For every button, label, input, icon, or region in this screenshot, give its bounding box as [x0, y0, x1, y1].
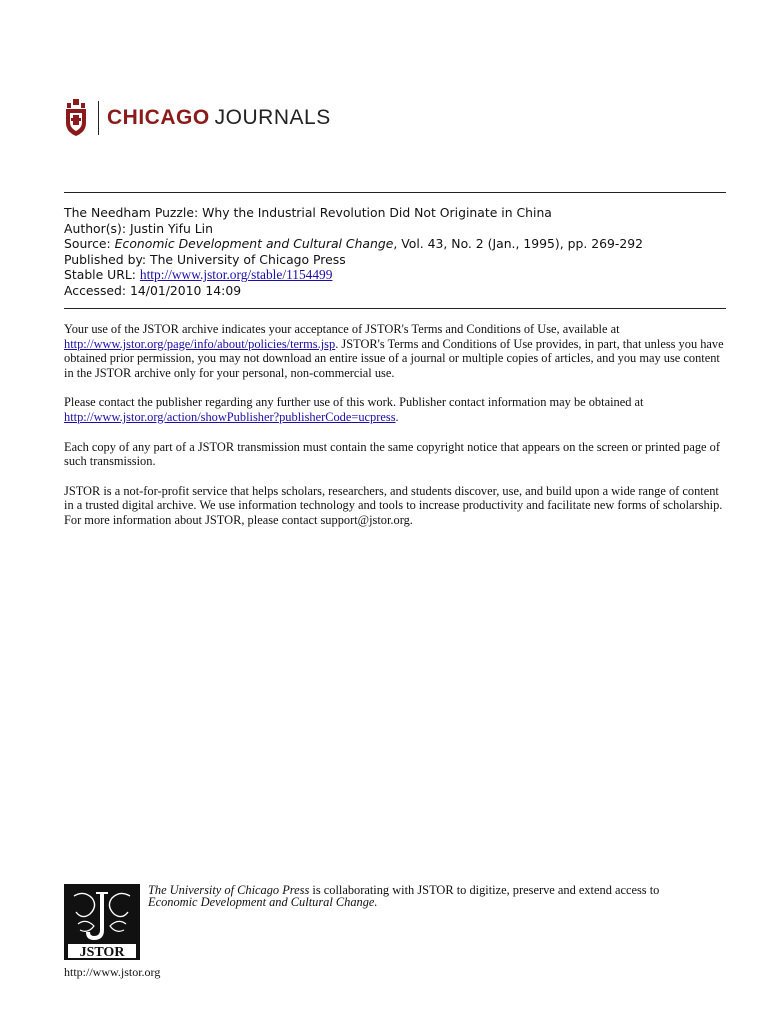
- journal-name: Economic Development and Cultural Change.: [148, 895, 378, 909]
- notice-paragraph-copyright: Each copy of any part of a JSTOR transmission must contain the same copyright notice that appears on the screen or printed page of such transmission.: [64, 439, 720, 469]
- top-rule: [64, 192, 726, 193]
- publisher-link[interactable]: http://www.jstor.org/action/showPublisher?publisherCode=ucpress: [64, 409, 396, 424]
- notice-paragraph-publisher: [64, 395, 728, 424]
- citation-block: [64, 205, 726, 299]
- notice-terms-rest: . JSTOR's Terms and Conditions of Use provides, in part, that unless you have obtained prior permission, you may not download an entire issue of a journal or multiple copies of articles, and you may use content in the JSTOR archive only for your personal, non-commercial use.: [64, 336, 724, 380]
- notice-paragraph-terms: [64, 322, 728, 380]
- stable-url-prefix: Stable URL:: [64, 267, 140, 283]
- article-stable-url: [64, 267, 726, 283]
- jstor-logo-text: JSTOR: [79, 945, 125, 960]
- stable-url-link[interactable]: http://www.jstor.org/stable/1154499: [139, 267, 333, 283]
- source-journal: Economic Development and Cultural Change: [114, 236, 394, 252]
- source-prefix: Source:: [64, 236, 115, 252]
- notice-terms-text: Your use of the JSTOR archive indicates your acceptance of JSTOR's Terms and Conditions of Use, available at: [64, 322, 620, 336]
- press-name: The University of Chicago Press: [148, 883, 310, 897]
- notice-paragraph-about-jstor: JSTOR is a not-for-profit service that helps scholars, researchers, and students discover, use, and build upon a wide range of content in a trusted digital archive. We use information technology and tools to increase productivity and facilitate new forms of scholarship. For more information about JSTOR, please contact support@jstor.org.: [64, 483, 723, 527]
- source-suffix: , Vol. 43, No. 2 (Jan., 1995), pp. 269-292: [393, 236, 643, 252]
- logo-brand-primary: CHICAGO: [107, 106, 210, 129]
- article-publisher: Published by: The University of Chicago Press: [64, 251, 346, 267]
- university-crest-icon: [64, 99, 88, 137]
- chicago-journals-logo: [64, 98, 331, 138]
- article-accessed: Accessed: 14/01/2010 14:09: [64, 282, 242, 298]
- middle-rule: [64, 308, 726, 309]
- article-authors: Author(s): Justin Yifu Lin: [64, 220, 213, 236]
- logo-brand-secondary: JOURNALS: [214, 106, 331, 129]
- collaboration-note: [148, 884, 728, 908]
- article-title: The Needham Puzzle: Why the Industrial Revolution Did Not Originate in China: [64, 205, 552, 220]
- terms-notice: [64, 322, 728, 543]
- collaboration-text: is collaborating with JSTOR to digitize, preserve and extend access to: [309, 883, 660, 897]
- footer: [64, 884, 728, 984]
- jstor-url: http://www.jstor.org: [64, 965, 161, 979]
- article-source: [64, 236, 726, 252]
- notice-publisher-rest: .: [395, 409, 399, 424]
- notice-publisher-text: Please contact the publisher regarding any further use of this work. Publisher contact information may be obtained at: [64, 395, 644, 410]
- logo-divider: [98, 101, 99, 135]
- terms-link[interactable]: http://www.jstor.org/page/info/about/policies/terms.jsp: [64, 336, 336, 351]
- jstor-logo-icon: [64, 884, 140, 960]
